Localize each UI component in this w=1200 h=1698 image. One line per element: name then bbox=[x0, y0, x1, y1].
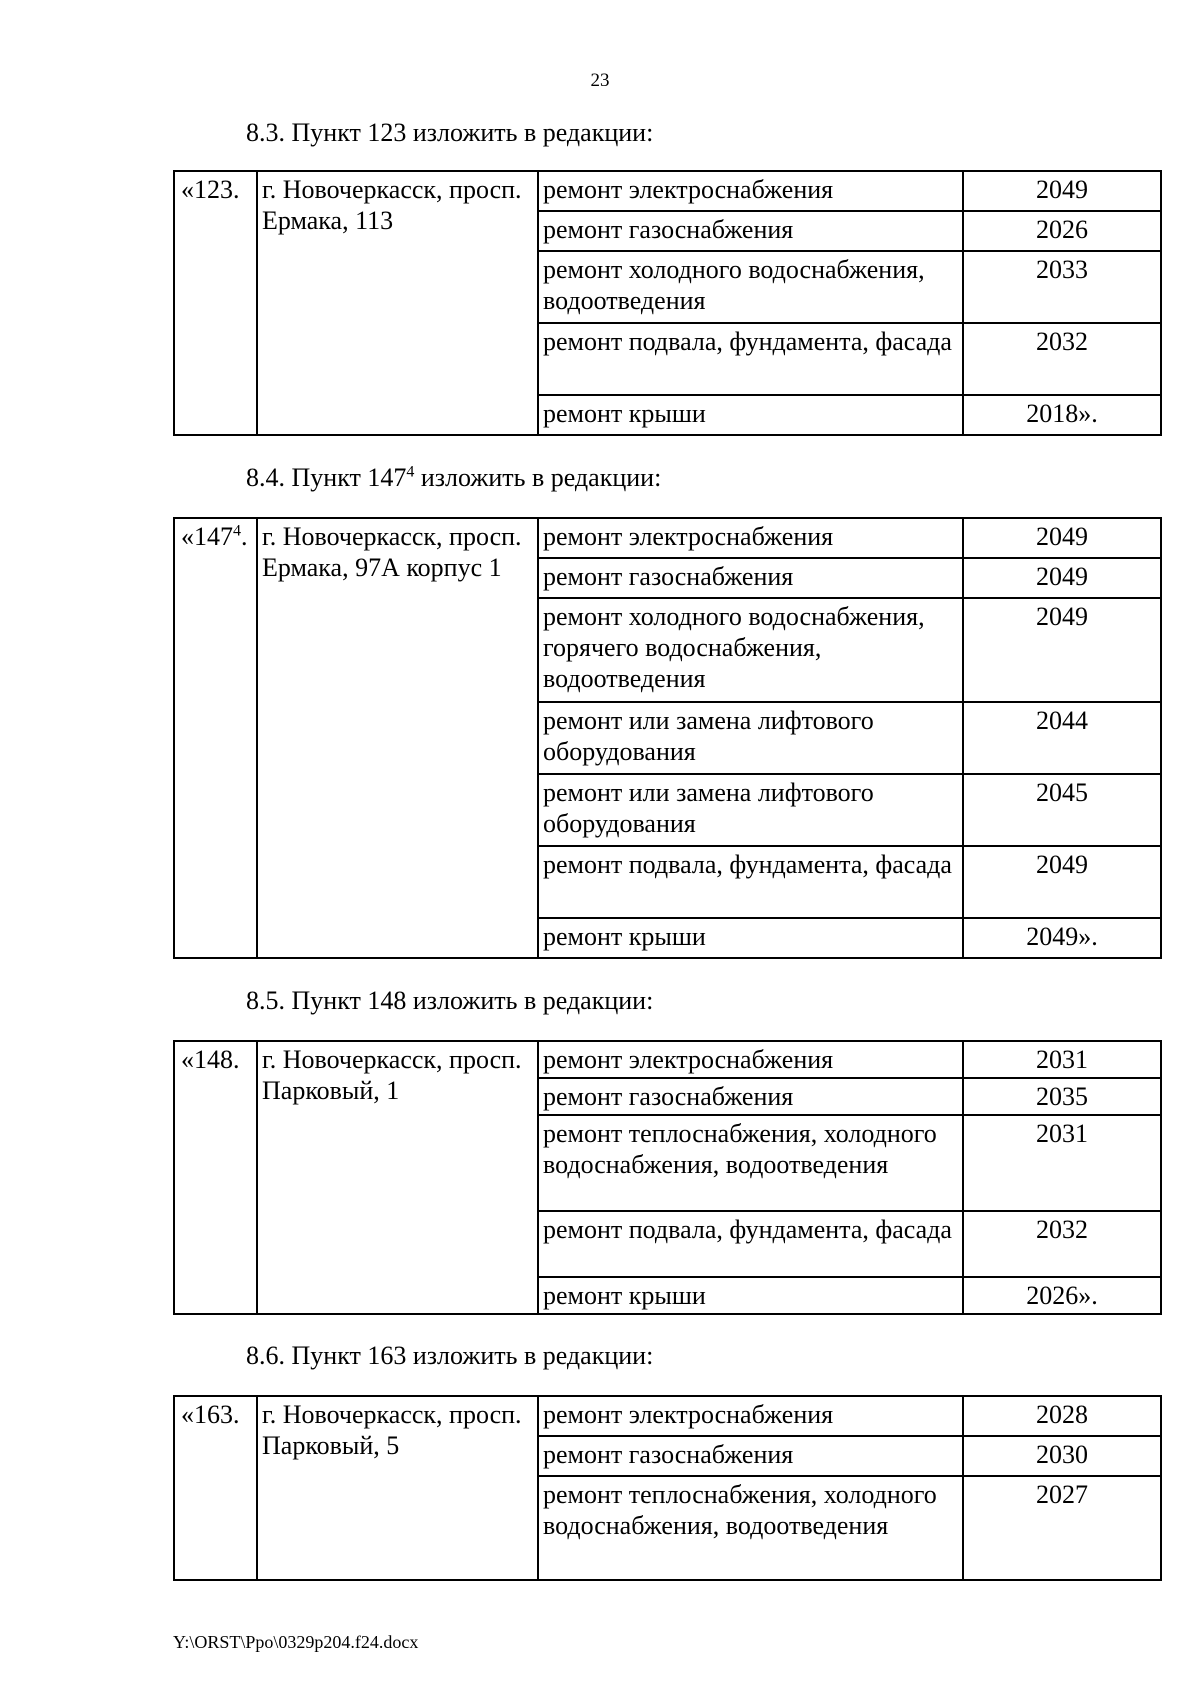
item-number bbox=[174, 518, 257, 958]
year-cell: 2031 bbox=[963, 1115, 1161, 1211]
work-type-cell: ремонт газоснабжения bbox=[538, 211, 963, 251]
year-cell: 2049 bbox=[963, 518, 1161, 558]
work-type-cell: ремонт холодного водоснабжения, горячего водоснабжения, водоотведения bbox=[538, 598, 963, 702]
heading-text: 8.4. Пункт 147 bbox=[246, 463, 407, 492]
section-heading: 8.3. Пункт 123 изложить в редакции: bbox=[246, 118, 654, 147]
item-number: «163. bbox=[174, 1396, 257, 1580]
heading-text: изложить в редакции: bbox=[414, 463, 662, 492]
work-type-cell: ремонт крыши bbox=[538, 1277, 963, 1314]
amendment-table bbox=[173, 517, 1162, 959]
year-cell: 2049 bbox=[963, 846, 1161, 918]
year-cell: 2033 bbox=[963, 251, 1161, 323]
work-type-cell: ремонт крыши bbox=[538, 918, 963, 958]
page-number: 23 bbox=[590, 70, 610, 91]
amendment-table bbox=[173, 170, 1162, 436]
item-number-text: «147 bbox=[181, 522, 233, 551]
year-cell: 2032 bbox=[963, 323, 1161, 395]
year-cell: 2044 bbox=[963, 702, 1161, 774]
year-cell: 2032 bbox=[963, 1211, 1161, 1277]
work-type-cell: ремонт электроснабжения bbox=[538, 1396, 963, 1436]
year-cell: 2018». bbox=[963, 395, 1161, 435]
work-type-cell: ремонт холодного водоснабжения, водоотведения bbox=[538, 251, 963, 323]
work-type-cell: ремонт газоснабжения bbox=[538, 1436, 963, 1476]
table-row bbox=[174, 171, 1161, 211]
work-type-cell: ремонт теплоснабжения, холодного водоснабжения, водоотведения bbox=[538, 1115, 963, 1211]
work-type-cell: ремонт или замена лифтового оборудования bbox=[538, 702, 963, 774]
year-cell: 2030 bbox=[963, 1436, 1161, 1476]
year-cell: 2049 bbox=[963, 598, 1161, 702]
table-row bbox=[174, 518, 1161, 558]
section-heading: 8.5. Пункт 148 изложить в редакции: bbox=[246, 986, 654, 1015]
year-cell: 2045 bbox=[963, 774, 1161, 846]
work-type-cell: ремонт газоснабжения bbox=[538, 1078, 963, 1115]
item-number-superscript: 4 bbox=[233, 522, 241, 540]
address-cell: г. Новочеркасск, просп. Парковый, 5 bbox=[257, 1396, 538, 1580]
footer-file-path: Y:\ORST\Ppo\0329p204.f24.docx bbox=[173, 1632, 419, 1652]
year-cell: 2027 bbox=[963, 1476, 1161, 1580]
work-type-cell: ремонт подвала, фундамента, фасада bbox=[538, 846, 963, 918]
year-cell: 2049 bbox=[963, 171, 1161, 211]
amendment-table bbox=[173, 1395, 1162, 1581]
work-type-cell: ремонт теплоснабжения, холодного водоснабжения, водоотведения bbox=[538, 1476, 963, 1580]
work-type-cell: ремонт газоснабжения bbox=[538, 558, 963, 598]
item-number: «123. bbox=[174, 171, 257, 435]
work-type-cell: ремонт подвала, фундамента, фасада bbox=[538, 1211, 963, 1277]
year-cell: 2031 bbox=[963, 1041, 1161, 1078]
heading-superscript: 4 bbox=[406, 463, 415, 481]
work-type-cell: ремонт или замена лифтового оборудования bbox=[538, 774, 963, 846]
work-type-cell: ремонт подвала, фундамента, фасада bbox=[538, 323, 963, 395]
address-cell: г. Новочеркасск, просп. Ермака, 113 bbox=[257, 171, 538, 435]
work-type-cell: ремонт электроснабжения bbox=[538, 1041, 963, 1078]
amendment-table bbox=[173, 1040, 1162, 1315]
item-number-suffix: . bbox=[241, 522, 248, 551]
work-type-cell: ремонт электроснабжения bbox=[538, 518, 963, 558]
work-type-cell: ремонт электроснабжения bbox=[538, 171, 963, 211]
year-cell: 2026 bbox=[963, 211, 1161, 251]
section-heading bbox=[246, 463, 661, 493]
address-cell: г. Новочеркасск, просп. Ермака, 97А корпус 1 bbox=[257, 518, 538, 958]
year-cell: 2049 bbox=[963, 558, 1161, 598]
year-cell: 2035 bbox=[963, 1078, 1161, 1115]
year-cell: 2026». bbox=[963, 1277, 1161, 1314]
table-row bbox=[174, 1041, 1161, 1078]
section-heading: 8.6. Пункт 163 изложить в редакции: bbox=[246, 1341, 654, 1370]
item-number: «148. bbox=[174, 1041, 257, 1314]
table-row bbox=[174, 1396, 1161, 1436]
year-cell: 2028 bbox=[963, 1396, 1161, 1436]
year-cell: 2049». bbox=[963, 918, 1161, 958]
address-cell: г. Новочеркасск, просп. Парковый, 1 bbox=[257, 1041, 538, 1314]
work-type-cell: ремонт крыши bbox=[538, 395, 963, 435]
